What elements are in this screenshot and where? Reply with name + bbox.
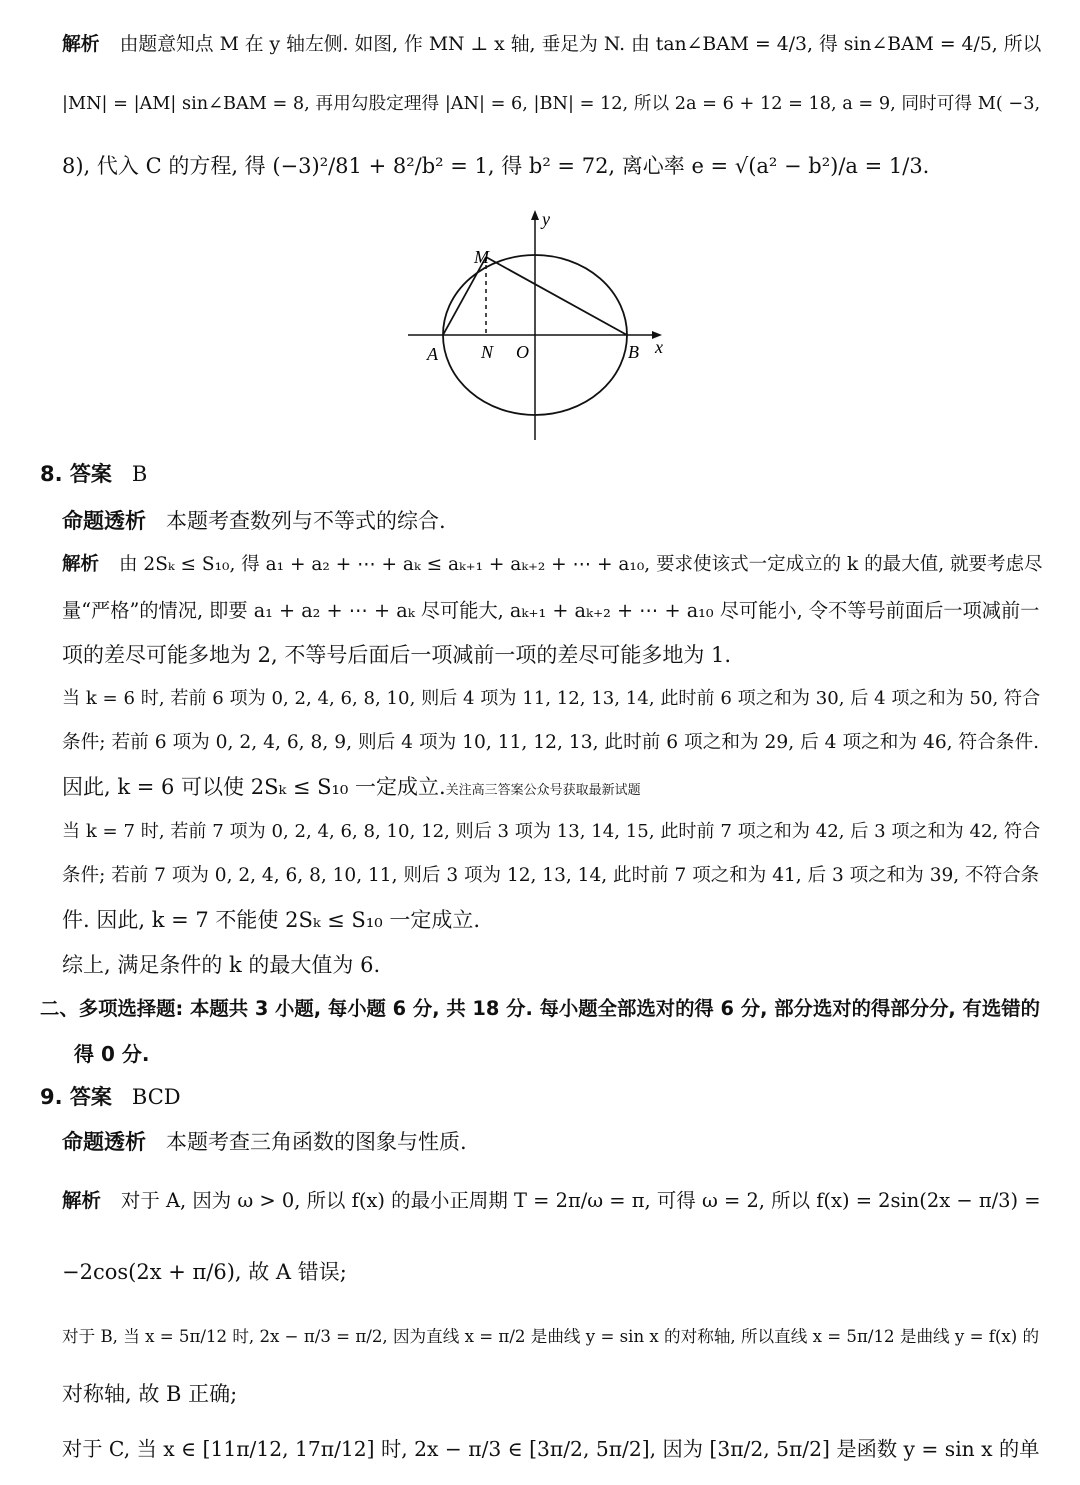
y-axis-arrow — [531, 210, 539, 220]
solution-label: 解析 — [62, 1189, 101, 1212]
q9-answer-line — [40, 1083, 181, 1111]
ellipse-figure — [400, 205, 700, 445]
q8-insight: 本题考查数列与不等式的综合. — [166, 509, 446, 533]
q9-answer: BCD — [131, 1085, 181, 1109]
answer-label: 9. 答案 — [40, 1085, 112, 1109]
sol7-line3: 8), 代入 C 的方程, 得 (−3)²/81 + 8²/b² = 1, 得 b² = 72, 离心率 e = √(a² − b²)/a = 1/3. — [62, 154, 930, 178]
section2-heading-line1: 二、多项选择题: 本题共 3 小题, 每小题 6 分, 共 18 分. 每小题全部选对的得 6 分, 部分选对的得部分分, 有选错的 — [40, 997, 1040, 1020]
q9-insight-line — [62, 1128, 467, 1156]
label-x: x — [655, 337, 663, 357]
q8-sol-line2: 量“严格”的情况, 即要 a₁ + a₂ + ⋯ + aₖ 尽可能大, aₖ₊₁ + aₖ₊₂ + ⋯ + a₁₀ 尽可能小, 令不等号前面后一项减前一 — [62, 599, 1040, 622]
q8-k7-line3: 件. 因此, k = 7 不能使 2Sₖ ≤ S₁₀ 一定成立. — [62, 908, 481, 932]
label-O: O — [516, 342, 529, 362]
q9-insight: 本题考查三角函数的图象与性质. — [166, 1130, 467, 1154]
insight-label: 命题透析 — [62, 1130, 146, 1154]
q8-sol-line1 — [62, 551, 1043, 579]
solution-label: 解析 — [62, 34, 100, 55]
q8-k7-line2: 条件; 若前 7 项为 0, 2, 4, 6, 8, 10, 11, 则后 3 项为 12, 13, 14, 此时前 7 项之和为 41, 后 3 项之和为 39, 不符合条 — [62, 865, 1040, 886]
answer-label: 8. 答案 — [40, 462, 112, 486]
segment-AM — [443, 257, 486, 335]
sol7-line1 — [62, 31, 1041, 59]
sol7-text1: 由题意知点 M 在 y 轴左侧. 如图, 作 MN ⊥ x 轴, 垂足为 N. 由 tan∠BAM = 4/3, 得 sin∠BAM = 4/5, 所以 — [119, 34, 1042, 55]
q8-sol-line3: 项的差尽可能多地为 2, 不等号后面后一项减前一项的差尽可能多地为 1. — [62, 643, 732, 667]
q8-k6-line1: 当 k = 6 时, 若前 6 项为 0, 2, 4, 6, 8, 10, 则后 4 项为 11, 12, 13, 14, 此时前 6 项之和为 30, 后 4 项之和为 50, 符合 — [62, 688, 1041, 709]
section2-heading-line2: 得 0 分. — [74, 1042, 150, 1066]
q9-a-text1: 对于 A, 因为 ω > 0, 所以 f(x) 的最小正周期 T = 2π/ω = π, 可得 ω = 2, 所以 f(x) = 2sin(2x − π/3) = — [120, 1189, 1041, 1212]
q9-a-line1 — [62, 1187, 1041, 1215]
label-N: N — [481, 342, 494, 362]
q9-c-line1: 对于 C, 当 x ∈ [11π/12, 17π/12] 时, 2x − π/3 ∈ [3π/2, 5π/2], 因为 [3π/2, 5π/2] 是函数 y = sin x 的单 — [62, 1437, 1040, 1461]
q8-conclusion: 综上, 满足条件的 k 的最大值为 6. — [62, 953, 381, 977]
q8-k6-line3 — [62, 773, 641, 805]
label-M: M — [474, 247, 489, 267]
q9-b-line1: 对于 B, 当 x = 5π/12 时, 2x − π/3 = π/2, 因为直线 x = π/2 是曲线 y = sin x 的对称轴, 所以直线 x = 5π/12 是曲线 y = f(x) 的 — [62, 1327, 1040, 1346]
q8-answer: B — [131, 462, 148, 486]
segment-MB — [486, 257, 627, 335]
q8-answer-line — [40, 460, 147, 488]
q8-k6-line2: 条件; 若前 6 项为 0, 2, 4, 6, 8, 9, 则后 4 项为 10, 11, 12, 13, 此时前 6 项之和为 29, 后 4 项之和为 46, 符合条件. — [62, 732, 1040, 753]
insight-label: 命题透析 — [62, 509, 146, 533]
label-B: B — [628, 342, 639, 362]
watermark-text: 关注高三答案公众号获取最新试题 — [445, 783, 641, 798]
q8-sol-text1: 由 2Sₖ ≤ S₁₀, 得 a₁ + a₂ + ⋯ + aₖ ≤ aₖ₊₁ + aₖ₊₂ + ⋯ + a₁₀, 要求使该式一定成立的 k 的最大值, 就要考虑尽 — [119, 554, 1043, 575]
q8-k7-line1: 当 k = 7 时, 若前 7 项为 0, 2, 4, 6, 8, 10, 12, 则后 3 项为 13, 14, 15, 此时前 7 项之和为 42, 后 3 项之和为 42, 符合 — [62, 821, 1041, 842]
q8-k6-text3: 因此, k = 6 可以使 2Sₖ ≤ S₁₀ 一定成立. — [62, 775, 446, 799]
q9-b-line2: 对称轴, 故 B 正确; — [62, 1382, 238, 1406]
solution-label: 解析 — [62, 554, 100, 575]
q8-insight-line — [62, 507, 446, 535]
label-A: A — [427, 344, 438, 364]
q9-a-line2: −2cos(2x + π/6), 故 A 错误; — [62, 1260, 347, 1284]
label-y: y — [542, 209, 550, 229]
sol7-line2: |MN| = |AM| sin∠BAM = 8, 再用勾股定理得 |AN| = 6, |BN| = 12, 所以 2a = 6 + 12 = 18, a = 9, 同时可得 M( −3, — [62, 94, 1041, 114]
